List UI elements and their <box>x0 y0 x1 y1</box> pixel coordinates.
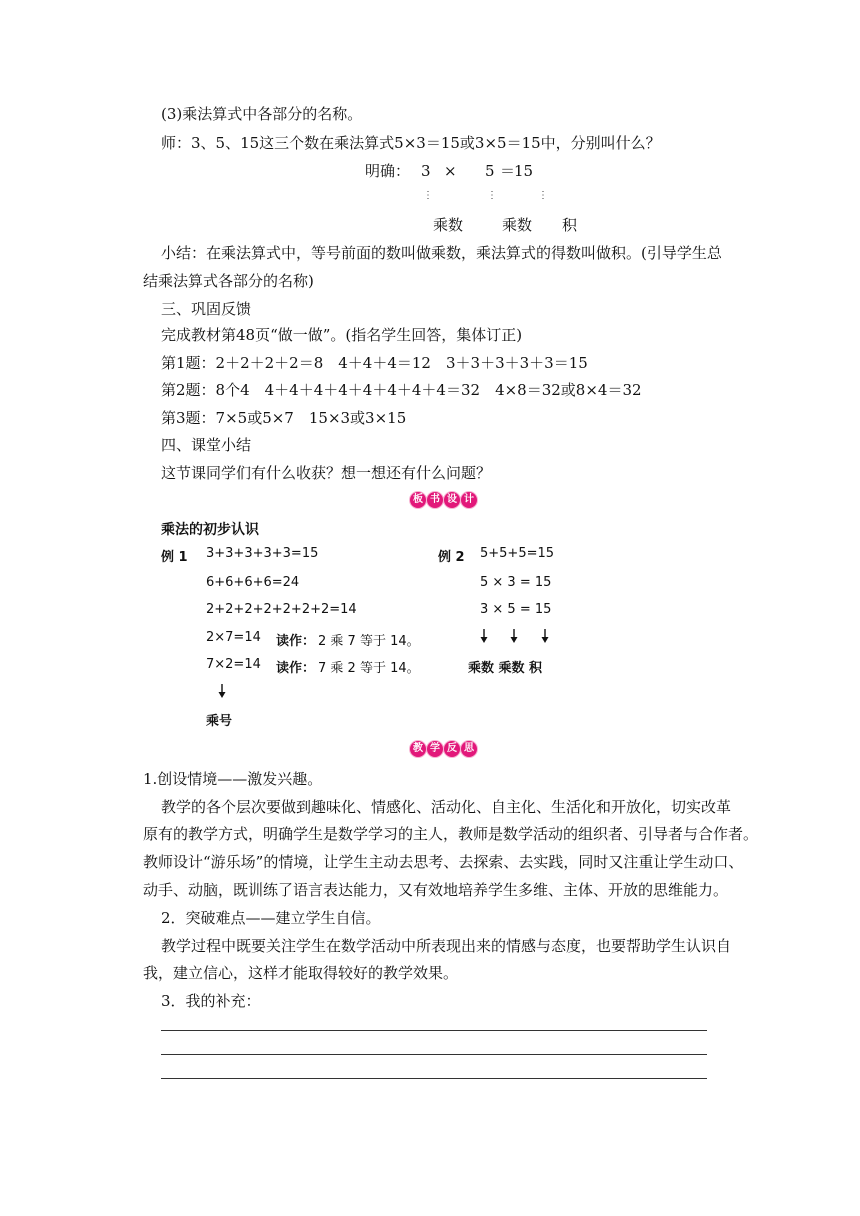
badge-char: 板 <box>410 492 426 508</box>
read-as-text: 7 乘 2 等于 14。 <box>318 661 420 676</box>
part-name-factor-1: 乘数 <box>433 216 464 234</box>
badge-char: 学 <box>427 741 443 757</box>
example-1-eq: 7×2=14 <box>206 657 261 672</box>
example-2-line: 5+5+5=15 <box>480 546 555 561</box>
read-as-text: 2 乘 7 等于 14。 <box>318 634 420 649</box>
example-1-eq: 2×7=14 <box>206 630 261 645</box>
example-2-label: 例 2 <box>438 550 465 565</box>
exercise-1: 第1题：2＋2＋2＋2＝8 4＋4＋4＝12 3＋3＋3＋3＋3＝15 <box>161 354 588 372</box>
heading-consolidate: 三、巩固反馈 <box>161 300 252 318</box>
clarify-factor-b: 5 <box>485 162 495 180</box>
read-as-label: 读作： <box>276 661 316 676</box>
example-1-label: 例 1 <box>161 550 188 565</box>
badge-char: 书 <box>427 492 443 508</box>
read-as-label: 读作： <box>276 634 316 649</box>
example-1-line: 3+3+3+3+3=15 <box>206 546 319 561</box>
reflection-2-line: 我，建立信心，这样才能取得较好的教学效果。 <box>143 964 459 982</box>
part-name-product: 积 <box>562 216 578 234</box>
clarify-op: × <box>444 162 457 180</box>
board-title: 乘法的初步认识 <box>161 522 259 538</box>
heading-class-summary: 四、课堂小结 <box>161 436 252 454</box>
summary-line-1: 小结：在乘法算式中，等号前面的数叫做乘数，乘法算式的得数叫做积。(引导学生总 <box>161 244 722 262</box>
reflection-3-title: 3．我的补充： <box>161 992 261 1010</box>
down-arrow-icon <box>216 683 228 699</box>
teacher-question: 师：3、5、15这三个数在乘法算式5×3＝15或3×5＝15中，分别叫什么？ <box>161 134 661 152</box>
example-2-part-names: 乘数 乘数 积 <box>468 661 543 676</box>
example-2-line: 3 × 5 = 15 <box>480 602 552 617</box>
consolidate-text: 完成教材第48页“做一做”。(指名学生回答，集体订正) <box>161 326 523 344</box>
reflection-1-line: 动手、动脑，既训练了语言表达能力，又有效地培养学生多维、主体、开放的思维能力。 <box>143 881 729 899</box>
dotted-connector: ⋮ <box>487 190 497 201</box>
example-1-line: 2+2+2+2+2+2+2=14 <box>206 602 357 617</box>
clarify-label: 明确： <box>365 162 411 180</box>
part-name-factor-2: 乘数 <box>502 216 533 234</box>
teaching-reflection-badge <box>410 741 477 757</box>
reflection-2-title: 2．突破难点——建立学生自信。 <box>161 909 381 927</box>
badge-char: 计 <box>461 492 477 508</box>
dotted-connector: ⋮ <box>423 190 433 201</box>
reflection-1-line: 教学的各个层次要做到趣味化、情感化、活动化、自主化、生活化和开放化，切实改革 <box>161 798 732 816</box>
down-arrow-icon <box>478 628 490 644</box>
clarify-factor-a: 3 <box>421 162 431 180</box>
reflection-1-line: 原有的教学方式，明确学生是数学学习的主人，教师是数学活动的组织者、引导者与合作者。 <box>143 825 759 843</box>
class-summary-question: 这节课同学们有什么收获？想一想还有什么问题？ <box>161 464 492 482</box>
reflection-2-line: 教学过程中既要关注学生在数学活动中所表现出来的情感与态度，也要帮助学生认识自 <box>161 937 732 955</box>
reflection-1-title: 1.创设情境——激发兴趣。 <box>143 770 323 788</box>
badge-char: 思 <box>461 741 477 757</box>
exercise-2: 第2题：8个4 4＋4＋4＋4＋4＋4＋4＋4＝32 4×8＝32或8×4＝32 <box>161 381 642 399</box>
blank-answer-line[interactable] <box>161 1078 707 1079</box>
example-1-line: 6+6+6+6=24 <box>206 575 300 590</box>
blank-answer-line[interactable] <box>161 1054 707 1055</box>
dotted-connector: ⋮ <box>538 190 548 201</box>
exercise-3: 第3题：7×5或5×7 15×3或3×15 <box>161 409 407 427</box>
summary-line-2: 结乘法算式各部分的名称) <box>143 272 314 290</box>
badge-char: 教 <box>410 741 426 757</box>
example-2-line: 5 × 3 = 15 <box>480 575 552 590</box>
badge-char: 反 <box>444 741 460 757</box>
clarify-product: 15 <box>514 162 534 180</box>
blank-answer-line[interactable] <box>161 1030 707 1031</box>
down-arrow-icon <box>508 628 520 644</box>
down-arrow-icon <box>539 628 551 644</box>
section-title: (3)乘法算式中各部分的名称。 <box>161 105 363 123</box>
clarify-eq: ＝ <box>500 162 516 180</box>
board-design-badge <box>410 492 477 508</box>
badge-char: 设 <box>444 492 460 508</box>
multiplication-sign-label: 乘号 <box>206 714 233 729</box>
reflection-1-line: 教师设计“游乐场”的情境，让学生主动去思考、去探索、去实践，同时又注重让学生动口、 <box>143 853 744 871</box>
